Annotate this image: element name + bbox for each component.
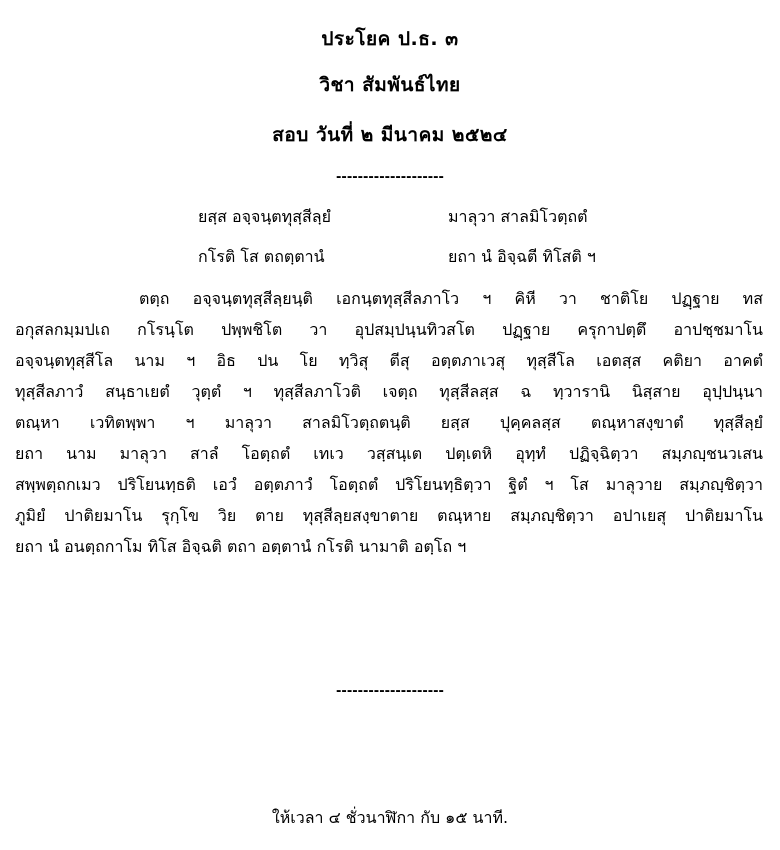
time-allowance-note: ให้เวลา ๔ ชั่วนาฬิกา กับ ๑๕ นาที. <box>271 808 509 827</box>
bottom-divider: -------------------- <box>336 684 444 699</box>
verse-line1-left: ยสฺส อจฺจนฺตทุสฺสีลฺยํ <box>198 207 331 226</box>
exam-level-title: ประโยค ป.ธ. ๓ <box>321 28 459 50</box>
passage-line: ยถา นาม มาลุวา สาลํ โอตฺถตํ เทเว วสฺสนฺเต ปตฺเตหิ อุทฺทํ ปฏิจฺฉิตฺวา สมฺภญฺชนวเสน <box>15 444 763 463</box>
exam-passage <box>15 283 763 562</box>
exam-date-title: สอบ วันที่ ๒ มีนาคม ๒๕๒๔ <box>272 124 508 146</box>
passage-line: อกุสลกมฺมปเถ กโรนฺโต ปพฺพชิโต วา อุปสมฺปนฺนทิวสโต ปฏฺฐาย ครุกาปตฺตึ อาปชฺชมาโน <box>15 320 763 339</box>
subject-title: วิชา สัมพันธ์ไทย <box>319 74 461 96</box>
passage-line: อจฺจนฺตทุสฺสีโล นาม ฯ อิธ ปน โย ทฺวิสุ ตีสุ อตฺตภาเวสุ ทุสฺสีโล เอตสฺส คติยา อาคตํ <box>15 351 763 370</box>
verse-line2-right: ยถา นํ อิจฺฉตี ทิโสติ ฯ <box>448 247 596 266</box>
passage-line: ทุสฺสีลภาวํ สนฺธาเยตํ วุตฺตํ ฯ ทุสฺสีลภาโวติ เจตฺถ ทุสฺสีลสฺส ฉ ทฺวารานิ นิสฺสาย อุปฺปนฺนา <box>15 382 763 401</box>
verse-line1-right: มาลุวา สาลมิโวตฺถตํ <box>448 207 588 226</box>
verse-line2-left: กโรติ โส ตถตฺตานํ <box>198 247 325 266</box>
passage-line: ตณฺหา เวทิตพฺพา ฯ มาลุวา สาลมิโวตฺถตนฺติ ยสฺส ปุคฺคลสฺส ตณฺหาสงฺขาตํ ทุสฺสีลฺยํ <box>15 413 763 432</box>
passage-line: ตตฺถ อจฺจนฺตทุสฺสีลฺยนฺติ เอกนฺตทุสฺสีลภาโว ฯ คิหี วา ชาติโย ปฏฺฐาย ทส <box>139 289 763 308</box>
passage-line: ภูมิยํ ปาติยมาโน รุกฺโข วิย ตาย ทุสฺสีลฺยสงฺขาตาย ตณฺหาย สมฺภญฺชิตฺวา อปาเยสุ ปาติยมาโน <box>15 506 763 525</box>
passage-line: ยถา นํ อนตฺถกาโม ทิโส อิจฺฉติ ตถา อตฺตานํ กโรติ นามาติ อตฺโถ ฯ <box>15 537 467 556</box>
top-divider: -------------------- <box>336 170 444 185</box>
passage-line: สพฺพตฺถกเมว ปริโยนทฺธติ เอวํ อตฺตภาวํ โอตฺถตํ ปริโยนทฺธิตฺวา ฐิตํ ฯ โส มาลุวาย สมฺภญฺชิตฺวา <box>15 475 763 494</box>
